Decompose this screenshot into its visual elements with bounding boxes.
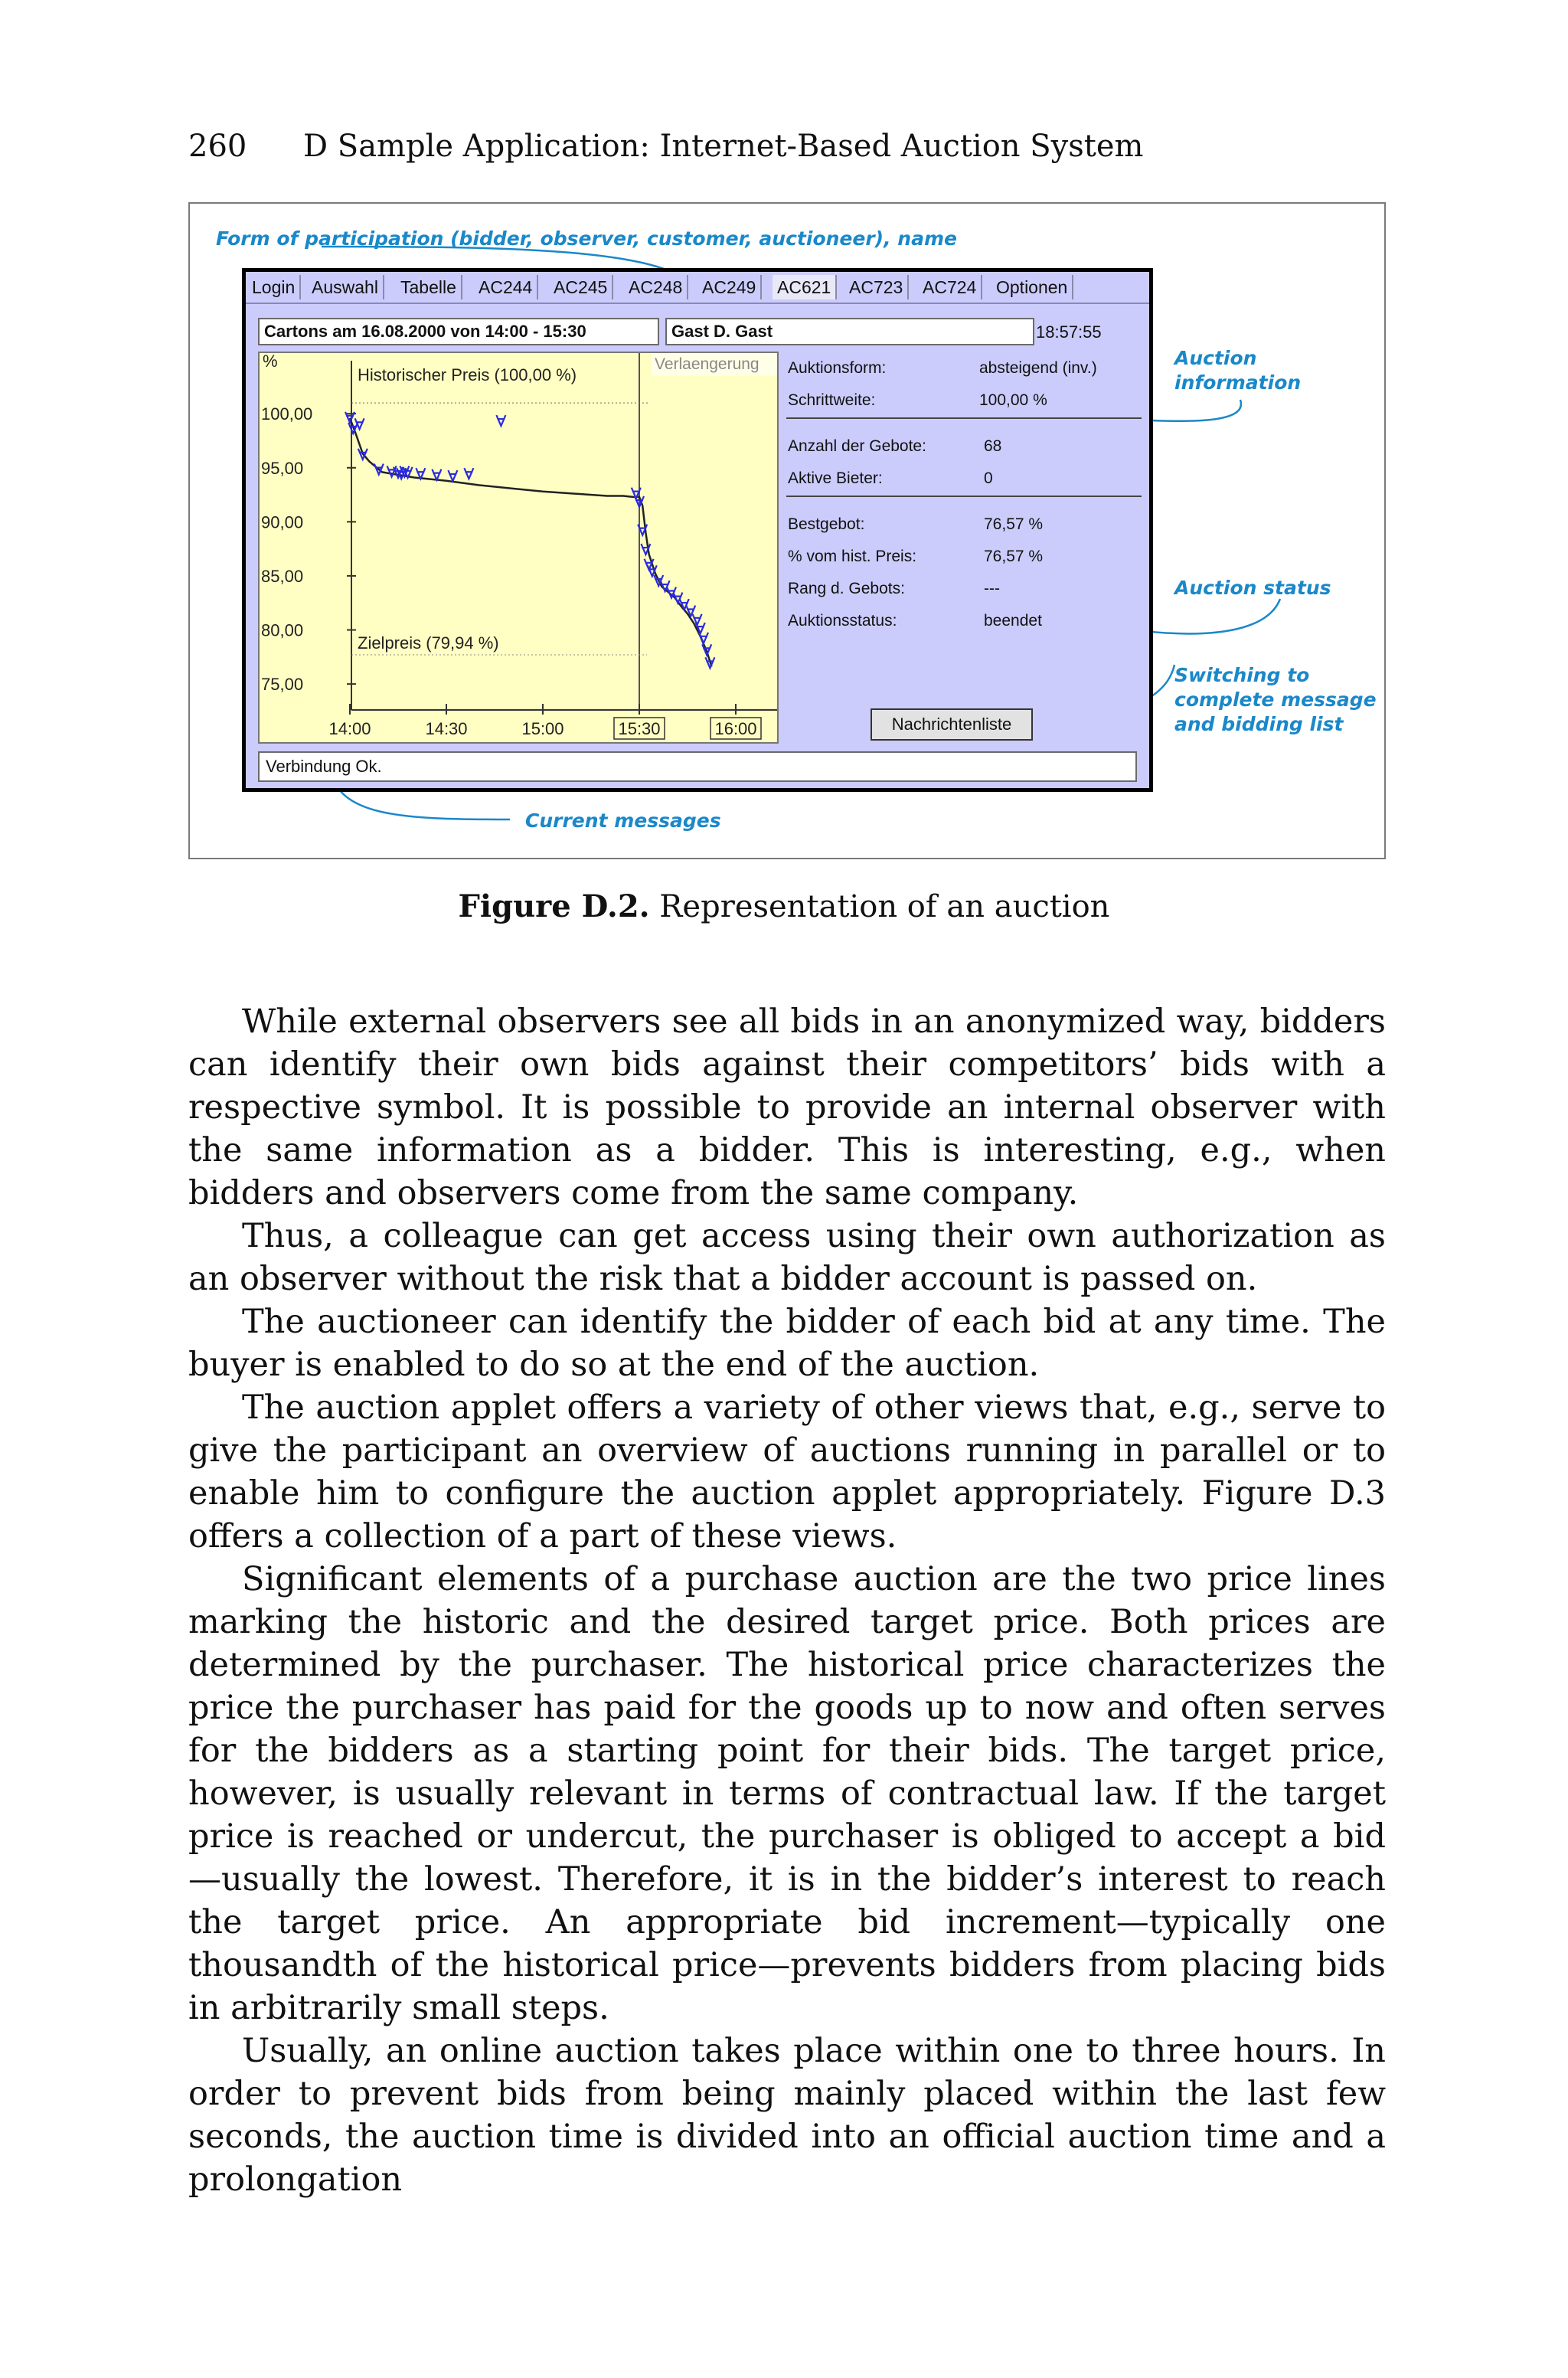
user-name-field: Gast D. Gast <box>665 318 1034 345</box>
tab-ac249[interactable]: AC249 <box>697 275 762 299</box>
historic-price-label: Historischer Preis (100,00 %) <box>358 365 577 384</box>
info-value-schrittweite: 100,00 % <box>979 391 1047 409</box>
info-value-bestgebot: 76,57 % <box>984 515 1044 533</box>
tab-ac244[interactable]: AC244 <box>474 275 538 299</box>
clock: 18:57:55 <box>1036 322 1102 342</box>
x-tick-label: 15:30 <box>618 719 661 738</box>
info-value-auktionsstatus: beendet <box>984 612 1042 630</box>
info-value-auktionsform: absteigend (inv.) <box>979 359 1097 377</box>
info-separator <box>786 417 1142 419</box>
info-label-schrittweite: Schrittweite: <box>788 391 876 409</box>
extension-label: Verlaengerung <box>652 353 779 376</box>
info-value-vom-hist-preis: 76,57 % <box>984 548 1044 565</box>
bid-marker <box>464 468 473 479</box>
bid-marker <box>448 470 457 481</box>
annotation-auction-info-line2: information <box>1174 371 1302 394</box>
paragraph: Significant elements of a purchase auction are the two price lines marking the historic and the desired target price. Both prices are determined by the purchaser. The historical price characterizes the price the purchaser has paid for the goods up to now and often serves for the bidders as a starting point for their bids. The target price, however, is usually relevant in terms of contractual law. If the target price is reached or undercut, the purchaser is obliged to accept a bid —usually the lowest. Therefore, it is in the bidder’s interest to reach the target price. An appropriate bid increment—typically one thousandth of the historical price—prevents bidders from placing bids in arbitrarily small steps. <box>188 1560 1386 2027</box>
info-separator <box>786 496 1142 497</box>
price-chart <box>258 352 779 744</box>
info-value-aktive-bieter: 0 <box>984 469 993 487</box>
caption-text: Representation of an auction <box>659 889 1110 924</box>
tab-ac724[interactable]: AC724 <box>918 275 982 299</box>
bid-marker <box>496 415 505 426</box>
auction-applet <box>242 268 1153 792</box>
page-number: 260 <box>188 129 247 164</box>
info-label-anzahl-gebote: Anzahl der Gebote: <box>788 437 926 455</box>
body-text <box>188 1000 1386 2201</box>
target-price-label: Zielpreis (79,94 %) <box>358 633 499 653</box>
paragraph: The auctioneer can identify the bidder of each bid at any time. The buyer is enabled to do so at the end of the auction. <box>188 1303 1386 1384</box>
x-tick-label: 14:00 <box>328 719 371 738</box>
annotation-switching-line1: Switching to <box>1174 664 1310 686</box>
tab-tabelle[interactable]: Tabelle <box>396 275 462 299</box>
caption-label: Figure D.2. <box>458 888 650 924</box>
info-value-anzahl-gebote: 68 <box>984 437 1002 455</box>
tab-login[interactable]: Login <box>247 275 301 299</box>
annotation-auction-info-line1: Auction <box>1174 347 1257 369</box>
tab-bar <box>246 272 1149 304</box>
annotation-switching-line2: complete message <box>1174 689 1377 711</box>
y-tick-label: 95,00 <box>261 458 304 478</box>
bid-price-curve <box>350 418 712 667</box>
y-tick-label: 75,00 <box>261 675 304 695</box>
annotation-current-messages: Current messages <box>525 810 721 832</box>
y-axis-unit-label: % <box>263 353 278 371</box>
y-tick-label: 90,00 <box>261 512 304 532</box>
tab-ac245[interactable]: AC245 <box>549 275 613 299</box>
tab-auswahl[interactable]: Auswahl <box>307 275 384 299</box>
paragraph: Usually, an online auction takes place within one to three hours. In order to prevent bids from being mainly placed within the last few seconds, the auction time is divided into an official auction time and a prolongation <box>188 2032 1386 2199</box>
tab-ac723[interactable]: AC723 <box>844 275 909 299</box>
message-list-button[interactable]: Nachrichtenliste <box>871 708 1033 741</box>
status-message: Verbindung Ok. <box>258 751 1137 782</box>
paragraph: While external observers see all bids in an anonymized way, bidders can identify their own bids against their competitors’ bids with a respective symbol. It is possible to provide an internal observer with the same information as a bidder. This is interesting, e.g., when bidders and observers come from the same company. <box>188 1003 1386 1212</box>
figure-caption <box>0 888 1568 924</box>
y-tick-label: 100,00 <box>261 404 313 424</box>
y-tick-label: 80,00 <box>261 620 304 640</box>
info-label-aktive-bieter: Aktive Bieter: <box>788 469 883 487</box>
x-tick-label: 15:00 <box>521 719 564 738</box>
auction-title-field: Cartons am 16.08.2000 von 14:00 - 15:30 <box>258 318 659 345</box>
y-tick-label: 85,00 <box>261 566 304 586</box>
annotation-auction-status: Auction status <box>1174 577 1331 599</box>
info-label-auktionsstatus: Auktionsstatus: <box>788 612 897 630</box>
annotation-participation: Form of participation (bidder, observer, customer, auctioneer), name <box>216 227 957 250</box>
annotation-switching-line3: and bidding list <box>1174 713 1344 735</box>
tab-optionen[interactable]: Optionen <box>991 275 1073 299</box>
x-tick-label: 14:30 <box>425 719 468 738</box>
info-label-vom-hist-preis: % vom hist. Preis: <box>788 548 917 565</box>
info-label-bestgebot: Bestgebot: <box>788 515 865 533</box>
info-value-rang-gebots: --- <box>984 580 1000 597</box>
price-chart-svg <box>260 353 777 742</box>
x-tick-label: 16:00 <box>714 719 757 738</box>
paragraph: The auction applet offers a variety of other views that, e.g., serve to give the participant an overview of auctions running in parallel or to enable him to configure the auction applet appropriately. Figure D.3 offers a collection of a part of these views. <box>188 1389 1386 1555</box>
info-label-rang-gebots: Rang d. Gebots: <box>788 580 905 597</box>
running-title: D Sample Application: Internet-Based Auction System <box>303 129 1144 164</box>
info-label-auktionsform: Auktionsform: <box>788 359 887 377</box>
tab-ac621[interactable]: AC621 <box>773 275 837 299</box>
bid-marker <box>432 469 441 480</box>
tab-ac248[interactable]: AC248 <box>624 275 688 299</box>
paragraph: Thus, a colleague can get access using their own authorization as an observer without the risk that a bidder account is passed on. <box>188 1217 1386 1298</box>
